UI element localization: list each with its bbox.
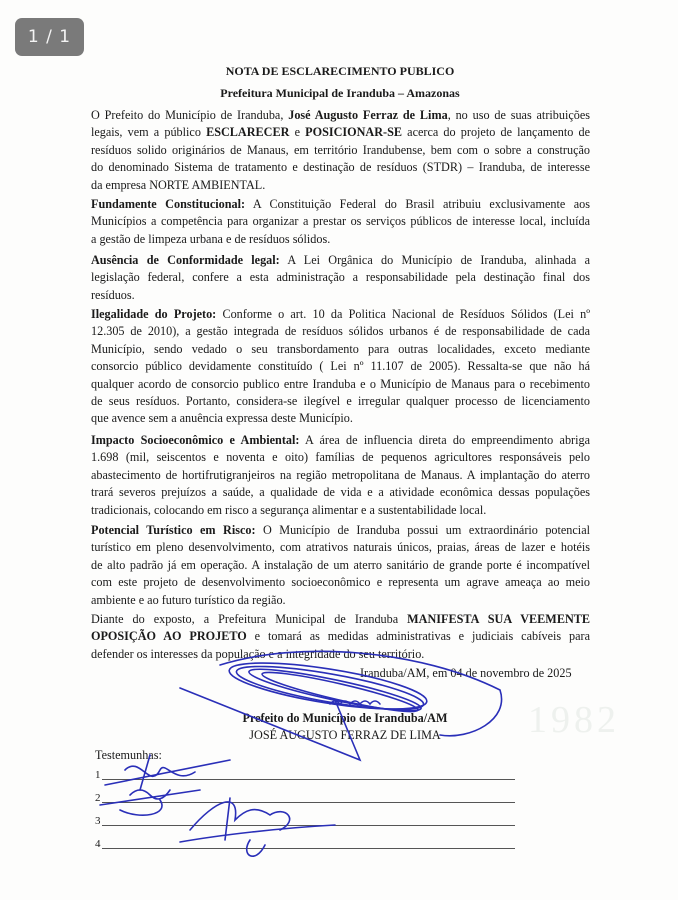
signatory-role: Prefeito do Município de Iranduba/AM [242, 711, 448, 725]
text-segment: resíduos solido originários de Manaus, em território Irandubense, bem com o sobre a construção [91, 142, 590, 157]
witness-line-4 [95, 837, 515, 851]
text-segment: turístico em pleno desenvolvimento, com atrativos naturais únicos, praias, áreas de lazer e hotéis [91, 540, 590, 555]
bold-text: ESCLARECER [206, 125, 290, 140]
bold-text: Potencial Turístico em Risco: [91, 523, 256, 537]
text-line [91, 539, 590, 556]
paragraph-tourism [91, 522, 590, 609]
paragraph-intro [91, 107, 590, 194]
witness-line-2 [95, 791, 515, 805]
text-line [91, 628, 590, 645]
text-segment: tradicionais, colocando em risco a segurança alimentar e a sustentabilidade local. [91, 502, 487, 517]
text-line [91, 502, 590, 519]
witness-number: 2 [95, 792, 101, 804]
text-segment: com este projeto de desenvolvimento socioeconômico e representa um agrave ameaça ao meio [91, 575, 590, 590]
text-segment: de alto padrão já em operação. A instalação de um aterro sanitário de grande porte é incompatível [91, 557, 590, 572]
text-segment: A área de influencia direta do empreendimento abriga [299, 433, 591, 447]
text-segment: 1.698 (mil, seiscentos e noventa e oito) famílias de pequenos agricultores responsáveis pelo [91, 450, 590, 465]
document-title: NOTA DE ESCLARECIMENTO PUBLICO [225, 64, 455, 78]
text-segment: qualquer acordo de consorcio publico entre Iranduba e o Município de Manaus para o recebimento [91, 376, 590, 391]
signatory-name: JOSÉ AUGUSTO FERRAZ DE LIMA [249, 728, 441, 742]
witness-number: 1 [95, 769, 101, 781]
text-segment: consorcio público devidamente constituído ( Lei nº 11.107 de 2005). Ressalta-se que não há [91, 359, 590, 374]
text-line [91, 196, 590, 213]
text-line [91, 287, 590, 304]
text-line [91, 410, 590, 427]
text-segment: A Lei Orgânica do Município de Iranduba, alinhada a [279, 253, 590, 267]
text-segment: e [289, 125, 306, 140]
witness-line-3 [95, 814, 515, 828]
text-line [91, 252, 590, 269]
text-line [91, 358, 590, 375]
text-segment: que avence sem a anuência expressa deste Município. [91, 411, 353, 426]
text-line [91, 177, 590, 194]
text-segment: trará severos prejuízos a saúde, a qualidade de vida e a atividade econômica dessas populações [91, 485, 590, 500]
bold-text: MANIFESTA SUA VEEMENTE [407, 612, 591, 626]
bold-text: Ilegalidade do Projeto: [91, 307, 217, 321]
text-line [91, 522, 590, 539]
text-line [91, 432, 590, 449]
text-line [91, 467, 590, 484]
text-line [91, 107, 590, 124]
text-line [91, 341, 590, 358]
text-line [91, 646, 590, 663]
text-segment: a gestão de limpeza urbana e de resíduos sólidos. [91, 231, 331, 246]
bold-text: José Augusto Ferraz de Lima [288, 108, 448, 122]
text-segment: defender os interesses da população e a integridade do seu território. [91, 646, 425, 661]
text-segment: legais, vem a público [91, 125, 207, 140]
text-segment: acerca do projeto de lançamento de [402, 125, 590, 140]
text-line [91, 231, 590, 248]
date-line: Iranduba/AM, em 04 de novembro de 2025 [360, 666, 572, 680]
text-segment: Conforme o art. 10 da Politica Nacional de Resíduos Sólidos (Lei nº [216, 307, 590, 321]
witness-number: 4 [95, 838, 101, 850]
witnesses-label: Testemunhas: [95, 748, 162, 762]
bold-text: Impacto Socioeconômico e Ambiental: [91, 433, 300, 447]
text-segment: resíduos. [91, 287, 135, 302]
page-indicator: 1 / 1 [15, 18, 84, 56]
text-line [91, 142, 590, 159]
witness-line-1 [95, 768, 515, 782]
text-line [91, 557, 590, 574]
text-line [91, 306, 590, 323]
text-segment: Diante do exposto, a Prefeitura Municipal de Iranduba [91, 612, 408, 626]
paragraph-illegality [91, 306, 590, 428]
text-line [91, 574, 590, 591]
text-segment: e tomará as medidas administrativas e judiciais cabíveis para [246, 629, 590, 644]
text-segment: 12.305 de 2010), a gestão integrada de resíduos sólidos urbanos é de responsabilidade de cada [91, 324, 590, 339]
watermark: 1982 [528, 699, 620, 741]
text-line [91, 323, 590, 340]
document-subtitle: Prefeitura Municipal de Iranduba – Amazonas [220, 86, 460, 100]
text-line [91, 611, 590, 628]
text-line [91, 484, 590, 501]
text-line [91, 213, 590, 230]
text-line [91, 376, 590, 393]
text-line [91, 159, 590, 176]
text-line [91, 592, 590, 609]
text-segment: abastecimento de hortifrutigranjeiros na região metropolitana de Manaus. A implantação do aterro [91, 467, 590, 482]
text-segment: O Município de Iranduba possui um extraordinário potencial [255, 523, 590, 537]
paragraph-legal-conformity [91, 252, 590, 304]
paragraph-socioeconomic [91, 432, 590, 519]
witness-number: 3 [95, 815, 101, 827]
bold-text: Ausência de Conformidade legal: [91, 253, 280, 267]
text-segment: O Prefeito do Município de Iranduba, [91, 108, 289, 122]
text-line [91, 269, 590, 286]
text-segment: de seus resíduos. Portanto, considera-se ilegível e irregular qualquer processo de licenciamento [91, 393, 590, 408]
text-line [91, 124, 590, 141]
paragraph-conclusion [91, 611, 590, 663]
text-segment: ambiente e ao futuro turístico da região. [91, 592, 286, 607]
text-segment: , no uso de suas atribuições [447, 108, 590, 122]
text-segment: do denominado Sistema de tratamento e destinação de resíduos (STDR) – Iranduba, de interesse [91, 160, 590, 175]
text-segment: da empresa NORTE AMBIENTAL. [91, 177, 266, 192]
text-line [91, 449, 590, 466]
bold-text: OPOSIÇÃO AO PROJETO [91, 629, 247, 644]
paragraph-constitutional [91, 196, 590, 248]
text-segment: Município, sendo vedado o seu transbordamento para outras localidades, exceto mediante [91, 341, 590, 356]
bold-text: Fundamente Constitucional: [91, 197, 246, 211]
text-line [91, 393, 590, 410]
bold-text: POSICIONAR-SE [305, 125, 402, 140]
text-segment: Municípios a competência para organizar a prestar os serviços públicos de interesse local, incluída [91, 214, 590, 229]
text-segment: A Constituição Federal do Brasil atribuiu exclusivamente aos [245, 197, 590, 211]
text-segment: legislação federal, confere a esta administração a responsabilidade pela destinação final dos [91, 270, 590, 285]
